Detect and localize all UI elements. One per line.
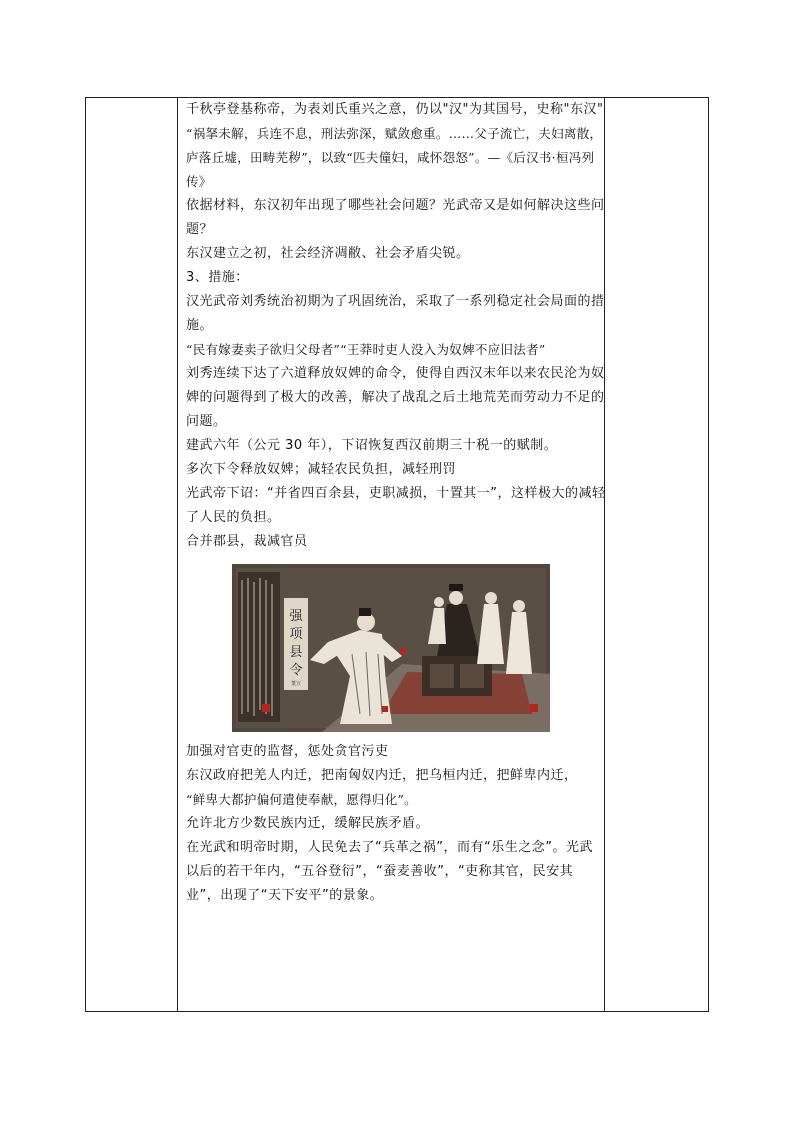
measures-heading: 3、措施： [186, 270, 249, 285]
illustration-artwork [232, 564, 550, 732]
figure-title-char-4: 令 [289, 663, 303, 678]
paragraph-supervise-officials: 加强对官吏的监督，惩处贪官污吏 [186, 744, 389, 759]
figure-title-char-2: 项 [289, 627, 303, 642]
content-cell [186, 98, 606, 908]
quote-houhanshu: “祸拏未解，兵连不息，刑法弥深，赋敛愈重。……父子流亡，夫妇离散，庐落丘墟，田畴芜秽”，以致“匹夫僮妇，咸怀怨怒”。—《后汉书·桓冯列传》 [186, 126, 603, 189]
paragraph-donghan-founding: 千秋亭登基称帝，为表刘氏重兴之意，仍以"汉"为其国号，史称"东汉" [186, 102, 604, 117]
paragraph-merge-counties-edict: 光武帝下诏：“并省四百余县，吏职减损，十置其一”，这样极大的减轻了人民的负担。 [186, 486, 606, 525]
lesson-table [85, 97, 709, 1012]
answer-social-problems: 东汉建立之初，社会经济凋敝、社会矛盾尖锐。 [186, 246, 470, 261]
figure-title-char-1: 强 [289, 609, 303, 624]
paragraph-merge-counties: 合并郡县，裁减官员 [186, 534, 308, 549]
illustration-stubborn-magistrate [232, 564, 550, 732]
paragraph-ethnic-migration: 东汉政府把羌人内迁，把南匈奴内迁，把乌桓内迁，把鲜卑内迁， [186, 768, 578, 783]
column-divider-left [177, 98, 178, 1011]
paragraph-peace-era: 在光武和明帝时期，人民免去了“兵革之祸”，而有“乐生之念”。光武以后的若干年内，“五谷登衍”，“蚕麦善收”，“吏称其官，民安其业”，出现了“天下安平”的景象。 [186, 840, 593, 903]
paragraph-ease-ethnic-conflict: 允许北方少数民族内迁，缓解民族矛盾。 [186, 816, 430, 831]
figure-small-label: 董宣 [290, 681, 302, 687]
paragraph-measures-intro: 汉光武帝刘秀统治初期为了巩固统治，采取了一系列稳定社会局面的措施。 [186, 294, 605, 333]
paragraph-free-slaves: 刘秀连续下达了六道释放奴婢的命令，使得自西汉末年以来农民沦为奴婢的问题得到了极大的改善，解决了战乱之后土地荒芜而劳动力不足的问题。 [186, 366, 605, 429]
figure-title-char-3: 县 [289, 645, 303, 660]
quote-xianbei: “鲜卑大都护偏何遣使奉献，愿得归化”。 [186, 792, 417, 807]
paragraph-reduce-burden: 多次下令释放奴婢；减轻农民负担，减轻刑罚 [186, 462, 457, 477]
paragraph-tax-restore: 建武六年（公元 30 年），下诏恢复西汉前期三十税一的赋制。 [186, 438, 558, 453]
quote-slaves-edict: “民有嫁妻卖子欲归父母者”“王莽时吏人没入为奴婢不应旧法者” [186, 342, 546, 357]
question-paragraph: 依据材料，东汉初年出现了哪些社会问题？光武帝又是如何解决这些问题？ [186, 198, 605, 237]
